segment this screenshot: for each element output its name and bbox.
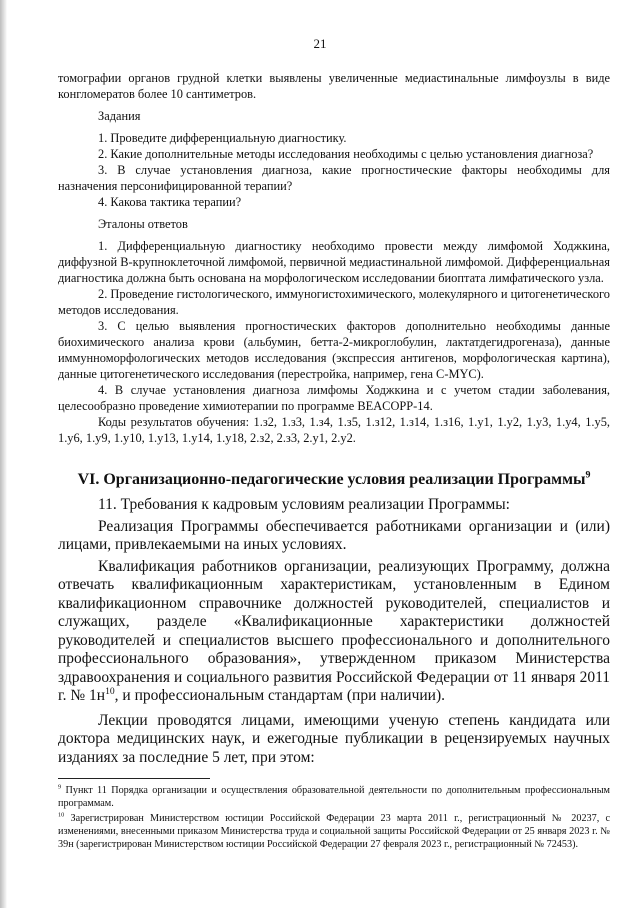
footnote-divider <box>58 778 210 779</box>
lectures-paragraph: Лекции проводятся лицами, имеющими ученую степень кандидата или доктора медицинских наук, и ежегодные публикации в рецензируемых научных изданиях за последние 5 лет, при этом: <box>58 711 610 766</box>
answer-item: 4. В случае установления диагноза лимфомы Ходжкина и с учетом стадии заболевания, целесообразно проведение химиотерапии по программе BEACOPP-14. <box>58 383 610 413</box>
section-title <box>58 470 610 490</box>
qualification-text: Квалификация работников организации, реализующих Программу, должна отвечать квалификационным характеристикам, установленным в Едином квалификационном справочнике должностей руководителей, специалистов и служащих, разделе «Квалификационные характеристики должностей руководителей и специалистов высшего профессионального и дополнительного профессионального образования», утвержденном приказом Министерства здравоохранения и социального развития Российской Федерации от 11 января 2011 г. № 1н <box>58 557 610 704</box>
clinical-case-block <box>58 70 610 446</box>
footnote-text: Зарегистрирован Министерством юстиции Российской Федерации 23 марта 2011 г., регистрационный № 20237, с изменениями, внесенными приказом Министерства труда и социальной защиты Российской Федерации от 25 января 2023 г. № 39н (зарегистрирован Министерством юстиции Российской Федерации 27 февраля 2023 г., регистрационный № 72453). <box>58 813 610 850</box>
tasks-heading: Задания <box>98 109 141 123</box>
requirements-heading: 11. Требования к кадровым условиям реализации Программы: <box>98 496 510 513</box>
footnote-mark: 10 <box>58 811 65 819</box>
footnote-item <box>58 812 610 851</box>
case-intro-text: томографии органов грудной клетки выявлены увеличенные медиастинальные лимфоузлы в виде конгломератов более 10 сантиметров. <box>58 71 610 101</box>
scan-edge-shadow <box>0 0 7 908</box>
task-item: 2. Какие дополнительные методы исследования необходимы с целью установления диагноза? <box>98 147 594 161</box>
footnote-ref-10: 10 <box>105 685 115 697</box>
implementation-paragraph: Реализация Программы обеспечивается работниками организации и (или) лицами, привлекаемыми на иных условиях. <box>58 517 610 553</box>
footnotes-block <box>58 784 610 853</box>
footnote-text: Пункт 11 Порядка организации и осуществления образовательной деятельности по дополнительным профессиональным программам. <box>58 785 610 809</box>
task-item: 3. В случае установления диагноза, какие прогностические факторы необходимы для назначения персонифицированной терапии? <box>58 163 610 193</box>
answers-heading: Эталоны ответов <box>98 217 188 231</box>
qualification-paragraph <box>58 558 610 706</box>
task-item: 4. Какова тактика терапии? <box>98 195 242 209</box>
learning-outcome-codes: Коды результатов обучения: 1.з2, 1.з3, 1.з4, 1.з5, 1.з12, 1.з14, 1.з16, 1.у1, 1.у2, 1.у3, 1.у4, 1.у5, 1.у6, 1.у9, 1.у10, 1.у13, 1.у14, 1.у18, 2.з2, 2.з3, 2.у1, 2.у2. <box>58 415 610 445</box>
page-number: 21 <box>313 36 327 51</box>
answer-item: 1. Дифференциальную диагностику необходимо провести между лимфомой Ходжкина, диффузной В-крупноклеточной лимфомой, первичной медиастинальной лимфомой. Дифференциальная диагностика должна быть основана на морфологическом исследовании биоптата лимфатического узла. <box>58 239 610 285</box>
section-title-text: VI. Организационно-педагогические условия реализации Программы <box>77 471 586 488</box>
footnote-mark: 9 <box>58 783 62 791</box>
footnote-ref-9: 9 <box>585 469 591 481</box>
staff-requirements-block <box>58 496 610 767</box>
qualification-text-end: , и профессиональным стандартам (при наличии). <box>114 687 446 704</box>
answer-item: 3. С целью выявления прогностических факторов дополнительно необходимы данные биохимического анализа крови (альбумин, бетта-2-микроглобулин, лактатдегидрогеназа), данные иммунноморфологических методов исследования (экспрессия антигенов, морфологическая картина), данные цитогенетического исследования (перестройка, например, гена С-MYC). <box>58 319 610 381</box>
answer-item: 2. Проведение гистологического, иммуногистохимического, молекулярного и цитогенетического методов исследования. <box>58 287 610 317</box>
footnote-item <box>58 784 610 810</box>
task-item: 1. Проведите дифференциальную диагностику. <box>98 131 347 145</box>
